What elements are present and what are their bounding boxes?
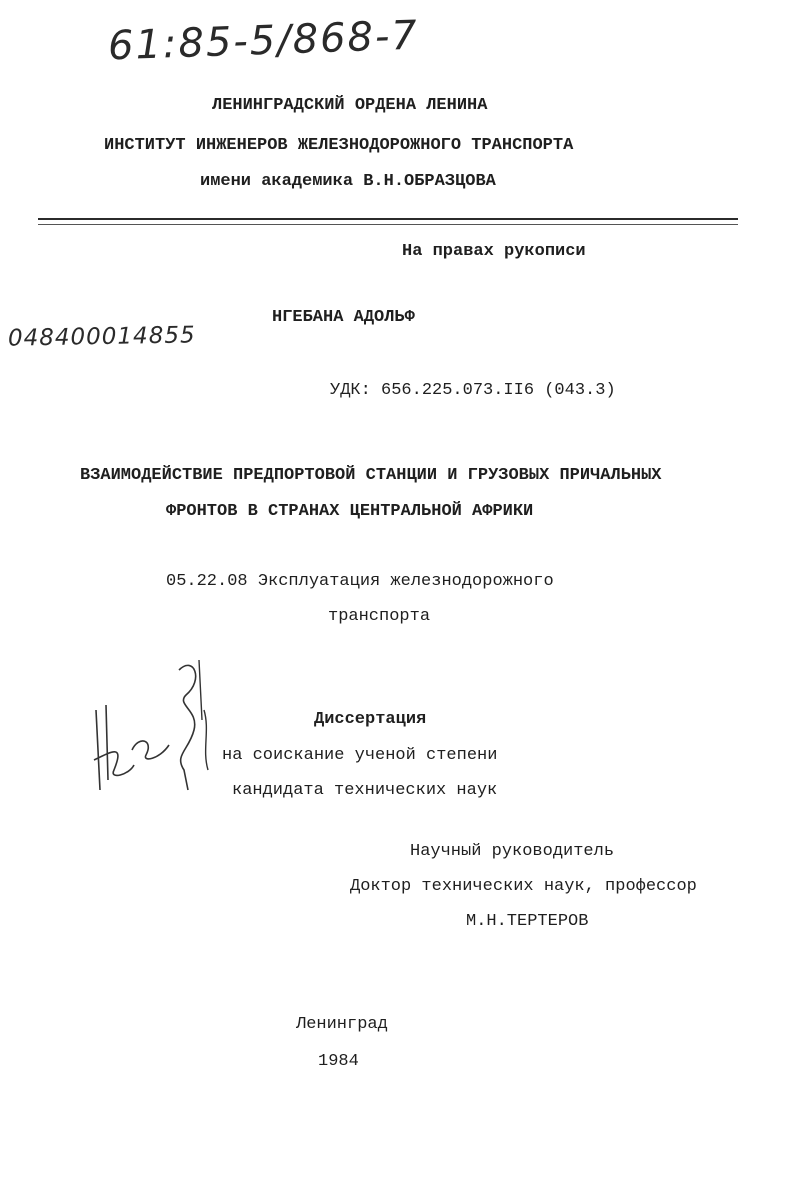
city: Ленинград [296,1015,388,1034]
specialty-line-1: 05.22.08 Эксплуатация железнодорожного [166,572,554,591]
thesis-line-1: Диссертация [314,710,427,729]
header-divider-thin [38,224,738,225]
udc-code: УДК: 656.225.073.II6 (043.3) [330,381,616,400]
header-divider [38,218,738,220]
header-line-3: имени академика В.Н.ОБРАЗЦОВА [200,172,496,191]
header-line-1: ЛЕНИНГРАДСКИЙ ОРДЕНА ЛЕНИНА [212,96,488,115]
manuscript-note: На правах рукописи [402,242,586,261]
supervisor-label: Научный руководитель [410,842,615,861]
thesis-line-2: на соискание ученой степени [222,746,498,765]
signature [84,650,214,800]
header-line-2: ИНСТИТУТ ИНЖЕНЕРОВ ЖЕЛЕЗНОДОРОЖНОГО ТРАНСПОРТА [104,136,574,155]
supervisor-name: М.Н.ТЕРТЕРОВ [466,912,589,931]
author-name: НГЕБАНА АДОЛЬФ [272,308,415,327]
title-line-1: ВЗАИМОДЕЙСТВИЕ ПРЕДПОРТОВОЙ СТАНЦИИ И ГРУЗОВЫХ ПРИЧАЛЬНЫХ [80,466,662,485]
handwritten-inventory-number: 048400014855 [7,322,196,352]
year: 1984 [318,1052,359,1071]
title-line-2: ФРОНТОВ В СТРАНАХ ЦЕНТРАЛЬНОЙ АФРИКИ [166,502,534,521]
supervisor-degree: Доктор технических наук, профессор [350,877,697,896]
handwritten-archive-number: 61:85-5/868-7 [107,12,420,70]
thesis-line-3: кандидата технических наук [232,781,498,800]
specialty-line-2: транспорта [328,607,431,626]
